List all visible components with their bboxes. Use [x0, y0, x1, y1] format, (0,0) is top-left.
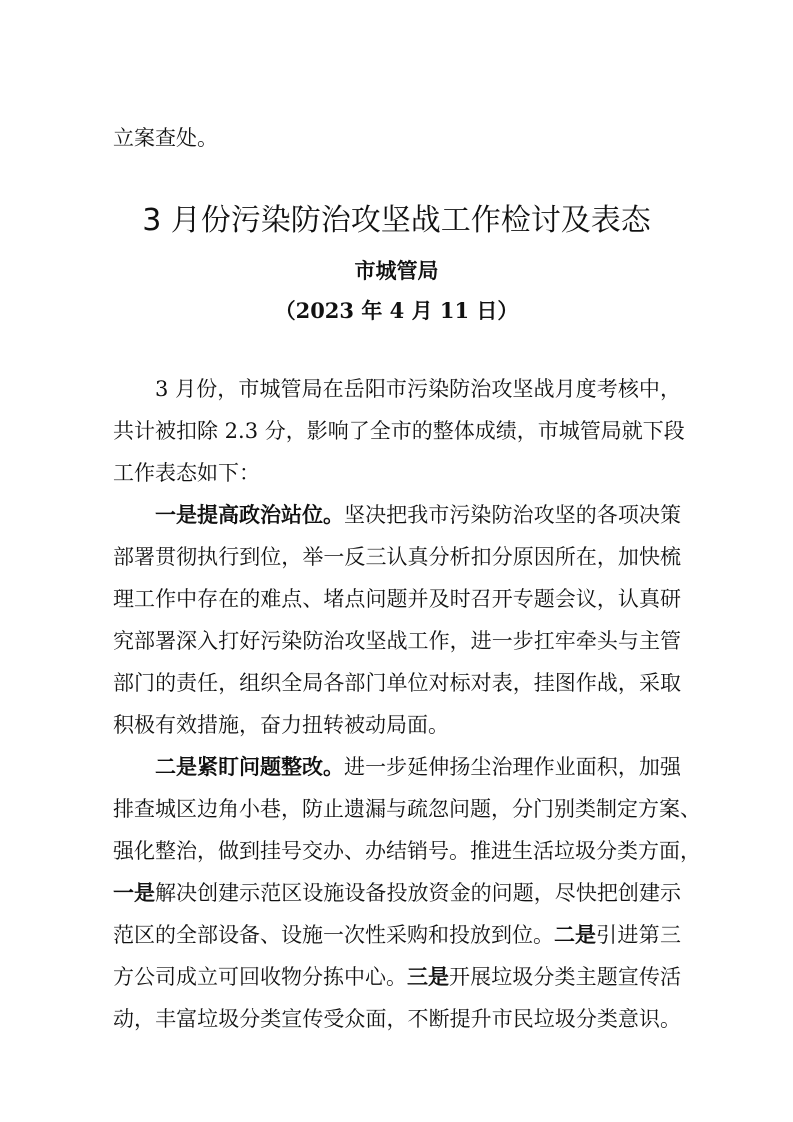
point2-item-3-marker: 三是 [407, 964, 449, 989]
point2-line-4 [113, 878, 681, 908]
point2-line-5 [113, 920, 681, 950]
point2-text-1: 进一步延伸扬尘治理作业面积，加强 [344, 755, 681, 779]
point1-line-5: 部门的责任，组织全局各部门单位对标对表，挂图作战，采取 [113, 671, 681, 695]
point2-item-3-text: 开展垃圾分类主题宣传活 [449, 965, 681, 989]
point2-line-7: 动，丰富垃圾分类宣传受众面，不断提升市民垃圾分类意识。 [113, 1007, 681, 1031]
point2-item-1-text: 解决创建示范区设施设备投放资金的问题，尽快把创建示 [155, 881, 681, 905]
document-title: 3 月份污染防治攻坚战工作检讨及表态 [142, 203, 651, 238]
point2-line-2: 排查城区边角小巷，防止遗漏与疏忽问题，分门别类制定方案、 [113, 797, 701, 821]
carryover-line: 立案查处。 [113, 126, 218, 150]
point2-line-3: 强化整治，做到挂号交办、办结销号。推进生活垃圾分类方面， [113, 839, 701, 863]
point2-text-5a: 范区的全部设备、设施一次性采购和投放到位。 [113, 923, 554, 947]
issue-date: （2023 年 4 月 11 日） [274, 298, 519, 323]
point1-line-3: 理工作中存在的难点、堵点问题并及时召开专题会议，认真研 [113, 587, 681, 611]
intro-line-2: 共计被扣除 2.3 分，影响了全市的整体成绩，市城管局就下段 [113, 419, 685, 443]
point1-line-4: 究部署深入打好污染防治攻坚战工作，进一步扛牢牵头与主管 [113, 629, 681, 653]
point2-text-6a: 方公司成立可回收物分拣中心。 [113, 965, 407, 989]
point2-item-2-text: 引进第三 [596, 923, 681, 947]
issuing-office: 市城管局 [354, 258, 439, 283]
point2-line-1 [155, 752, 681, 782]
point1-line-1 [155, 500, 681, 530]
point2-item-1-marker: 一是 [113, 880, 155, 905]
intro-line-3: 工作表态如下： [113, 461, 260, 485]
point1-heading: 一是提高政治站位。 [155, 502, 344, 527]
point1-text-1: 坚决把我市污染防治攻坚的各项决策 [344, 503, 681, 527]
intro-line-1: 3 月份，市城管局在岳阳市污染防治攻坚战月度考核中， [155, 377, 681, 401]
point2-heading: 二是紧盯问题整改。 [155, 754, 344, 779]
point2-item-2-marker: 二是 [554, 922, 596, 947]
point1-line-2: 部署贯彻执行到位，举一反三认真分析扣分原因所在，加快梳 [113, 545, 681, 569]
point1-line-6: 积极有效措施，奋力扭转被动局面。 [113, 713, 449, 737]
point2-line-6 [113, 962, 681, 992]
